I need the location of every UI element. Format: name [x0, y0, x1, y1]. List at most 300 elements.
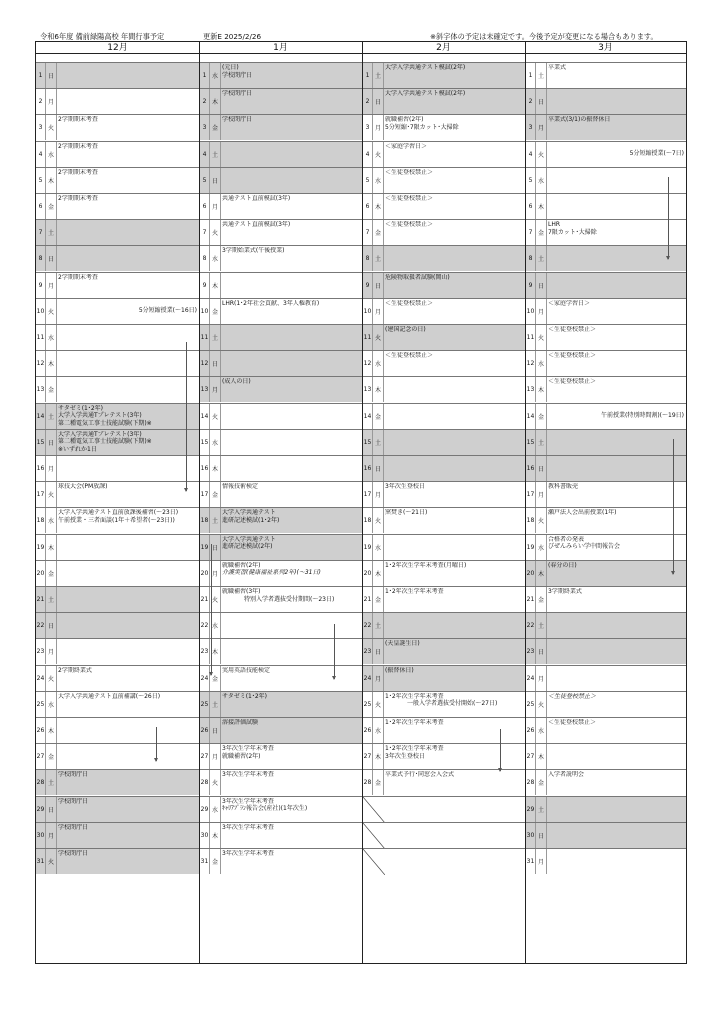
event-text: 学校閉庁日 — [58, 771, 89, 779]
weekday: 土 — [210, 692, 221, 717]
day-row — [363, 62, 525, 88]
event-text: ＜生徒登校禁止＞ — [548, 378, 597, 386]
day-row — [526, 822, 686, 848]
column-divider — [525, 42, 526, 963]
weekday: 月 — [536, 482, 547, 507]
day-events — [222, 850, 360, 858]
day-number: 20 — [36, 561, 46, 586]
day-events — [58, 169, 197, 177]
weekday: 木 — [210, 639, 221, 664]
weekday: 木 — [210, 89, 221, 114]
day-number: 30 — [526, 823, 536, 848]
weekday: 金 — [210, 299, 221, 324]
event-text: 2学期期末考査 — [58, 273, 98, 281]
day-number: 3 — [363, 115, 373, 140]
weekday: 木 — [373, 377, 384, 402]
weekday: 土 — [373, 430, 384, 455]
day-row — [200, 481, 362, 507]
day-number: 19 — [36, 535, 46, 560]
day-row — [363, 560, 525, 586]
weekday: 火 — [373, 142, 384, 167]
event-text: 特別入学者選抜受付期間(～23日) — [244, 595, 335, 603]
day-number: 15 — [200, 430, 210, 455]
day-number: 24 — [526, 666, 536, 691]
day-row — [200, 507, 362, 533]
event-text: サタゼミ(1･2年) — [58, 404, 104, 412]
day-row — [363, 691, 525, 717]
weekday: 木 — [536, 377, 547, 402]
updated-date: 更新E 2025/2/26 — [203, 32, 262, 41]
event-text: 午前授業・三者面談(1年＋希望者(～23日)) — [58, 516, 175, 524]
event-text: ＜生徒登校禁止＞ — [548, 692, 597, 700]
weekday: 木 — [536, 194, 547, 219]
weekday: 日 — [210, 718, 221, 743]
day-number: 2 — [526, 89, 536, 114]
day-row — [36, 586, 199, 612]
day-row — [363, 665, 525, 691]
weekday: 土 — [536, 246, 547, 271]
day-number: 18 — [526, 508, 536, 533]
day-number: 28 — [363, 770, 373, 795]
day-row — [200, 403, 362, 429]
day-number: 27 — [363, 744, 373, 769]
weekday: 水 — [210, 613, 221, 638]
day-row — [200, 245, 362, 271]
weekday: 木 — [373, 561, 384, 586]
event-text: 3年次生学年末考査 — [222, 823, 274, 831]
event-text: ＜生徒登校禁止＞ — [385, 168, 434, 176]
day-row — [526, 429, 686, 455]
event-text: 窯焚き(～21日) — [385, 509, 428, 517]
event-text: 危険物取扱者試験(岡山) — [385, 273, 450, 281]
day-row — [200, 534, 362, 560]
day-row — [363, 376, 525, 402]
event-text: 学校閉庁日 — [58, 850, 89, 857]
day-number: 10 — [363, 299, 373, 324]
day-row — [200, 717, 362, 743]
day-row — [526, 612, 686, 638]
day-number: 26 — [363, 718, 373, 743]
weekday: 日 — [536, 456, 547, 481]
day-row — [200, 298, 362, 324]
day-row — [526, 114, 686, 140]
day-events — [385, 143, 523, 151]
day-row — [363, 167, 525, 193]
day-number: 27 — [200, 744, 210, 769]
day-row — [363, 586, 525, 612]
day-events — [222, 116, 360, 124]
day-number: 13 — [36, 377, 46, 402]
day-row — [36, 298, 199, 324]
day-row — [36, 534, 199, 560]
day-events — [222, 588, 360, 603]
day-events — [58, 693, 197, 701]
event-text: 教科書販売 — [548, 483, 579, 491]
day-number: 5 — [36, 168, 46, 193]
day-number: 18 — [36, 508, 46, 533]
event-text: 入学者説明会 — [548, 771, 585, 779]
day-events — [222, 693, 360, 701]
day-row — [200, 743, 362, 769]
blank-mark — [363, 849, 385, 875]
day-events — [385, 719, 523, 727]
day-number: 10 — [200, 299, 210, 324]
day-number: 12 — [36, 351, 46, 376]
day-number: 28 — [526, 770, 536, 795]
day-row — [526, 691, 686, 717]
day-number: 3 — [36, 115, 46, 140]
weekday: 水 — [536, 535, 547, 560]
day-number: 8 — [526, 246, 536, 271]
event-text: 2学期期末考査 — [58, 195, 98, 202]
day-row — [200, 455, 362, 481]
event-text: LHR — [548, 221, 561, 229]
day-events — [222, 667, 360, 675]
month-header: 2月 — [362, 42, 525, 54]
day-number: 1 — [526, 63, 536, 88]
event-text: 介護実習(健康福祉系列2年)(～31日) — [222, 569, 321, 577]
day-row — [526, 507, 686, 533]
event-text: 1･2年次生学年末考査 — [385, 588, 444, 595]
weekday: 木 — [46, 351, 57, 376]
day-row — [36, 796, 199, 822]
weekday: 水 — [46, 692, 57, 717]
day-events — [222, 90, 360, 98]
weekday: 火 — [536, 508, 547, 533]
weekday: 土 — [210, 142, 221, 167]
day-events — [385, 509, 523, 517]
day-number: 14 — [363, 404, 373, 429]
event-text: 3年次生登校日 — [385, 483, 425, 491]
event-text: 大学入学共通テスト直前補講(～26日) — [58, 692, 161, 700]
day-row — [526, 717, 686, 743]
weekday: 土 — [536, 430, 547, 455]
day-row — [36, 62, 199, 88]
day-number: 11 — [363, 325, 373, 350]
weekday: 日 — [46, 613, 57, 638]
event-text: (振替休日) — [385, 666, 414, 674]
day-number: 4 — [36, 142, 46, 167]
day-row — [36, 612, 199, 638]
event-text: 3年次生学年末考査 — [222, 797, 274, 805]
event-text: 3学期始業式(午後授業) — [222, 247, 285, 255]
event-text: サタゼミ(1･2年) — [222, 692, 268, 700]
day-row — [363, 350, 525, 376]
day-number: 15 — [526, 430, 536, 455]
day-row — [526, 88, 686, 114]
day-number: 31 — [36, 849, 46, 874]
period-arrow-icon — [186, 342, 187, 491]
weekday: 木 — [373, 744, 384, 769]
day-events — [58, 405, 197, 428]
day-row — [36, 481, 199, 507]
day-number: 16 — [363, 456, 373, 481]
day-number: 5 — [363, 168, 373, 193]
day-row — [36, 245, 199, 271]
day-row — [36, 560, 199, 586]
day-number: 21 — [36, 587, 46, 612]
day-events — [548, 719, 684, 727]
day-number: 17 — [526, 482, 536, 507]
day-number: 23 — [526, 639, 536, 664]
day-number: 10 — [526, 299, 536, 324]
day-row — [526, 455, 686, 481]
day-number: 29 — [526, 797, 536, 822]
day-number: 9 — [200, 273, 210, 298]
day-row — [363, 324, 525, 350]
day-number: 27 — [526, 744, 536, 769]
weekday: 木 — [46, 168, 57, 193]
day-row — [526, 376, 686, 402]
day-number: 20 — [200, 561, 210, 586]
day-number: 4 — [363, 142, 373, 167]
weekday: 金 — [373, 220, 384, 245]
weekday: 月 — [536, 299, 547, 324]
day-number: 20 — [526, 561, 536, 586]
event-text: 卒業式 — [548, 64, 567, 71]
day-number: 6 — [36, 194, 46, 219]
day-row — [36, 272, 199, 298]
day-row — [363, 141, 525, 167]
day-events — [548, 300, 684, 308]
day-number: 14 — [200, 404, 210, 429]
event-text: 7限カット･大掃除 — [548, 228, 597, 236]
weekday: 火 — [373, 508, 384, 533]
day-events — [58, 300, 197, 315]
weekday: 月 — [373, 666, 384, 691]
day-row — [363, 638, 525, 664]
weekday: 金 — [373, 770, 384, 795]
day-number: 6 — [200, 194, 210, 219]
event-text: 5分短縮授業(～7日) — [629, 150, 684, 158]
weekday: 金 — [210, 849, 221, 874]
weekday: 土 — [46, 587, 57, 612]
weekday: 水 — [536, 351, 547, 376]
day-number: 9 — [363, 273, 373, 298]
day-events — [58, 274, 197, 282]
weekday: 木 — [536, 744, 547, 769]
event-text: 実用英語技能検定 — [222, 666, 271, 674]
day-row — [363, 114, 525, 140]
day-row — [36, 665, 199, 691]
day-events — [548, 536, 684, 551]
day-number: 24 — [363, 666, 373, 691]
day-row — [36, 743, 199, 769]
weekday: 日 — [373, 273, 384, 298]
event-text: 進研記述模試(1･2年) — [222, 516, 280, 524]
day-events — [385, 221, 523, 229]
event-text: 第二種電気工事士技能試験(下期)※ — [58, 438, 152, 446]
weekday: 金 — [210, 115, 221, 140]
weekday: 火 — [373, 692, 384, 717]
day-number: 9 — [526, 273, 536, 298]
day-events — [385, 300, 523, 308]
weekday: 火 — [210, 404, 221, 429]
day-events — [548, 143, 684, 158]
weekday: 火 — [536, 692, 547, 717]
day-number: 17 — [200, 482, 210, 507]
day-number: 21 — [363, 587, 373, 612]
day-row — [36, 848, 199, 874]
day-events — [548, 771, 684, 779]
day-number: 15 — [363, 430, 373, 455]
day-events — [222, 824, 360, 832]
day-events — [58, 667, 197, 675]
weekday: 火 — [46, 482, 57, 507]
weekday: 金 — [46, 194, 57, 219]
day-events — [58, 116, 197, 124]
weekday: 水 — [373, 168, 384, 193]
day-number: 17 — [36, 482, 46, 507]
day-row — [200, 796, 362, 822]
day-row — [200, 114, 362, 140]
day-events — [385, 116, 523, 131]
day-row — [363, 403, 525, 429]
day-row — [200, 88, 362, 114]
weekday: 木 — [210, 823, 221, 848]
column-divider — [199, 42, 200, 963]
weekday: 月 — [210, 377, 221, 402]
day-number: 22 — [200, 613, 210, 638]
weekday: 木 — [46, 535, 57, 560]
day-events — [222, 195, 360, 203]
day-events — [222, 509, 360, 524]
weekday: 月 — [46, 639, 57, 664]
day-number: 7 — [200, 220, 210, 245]
day-number: 4 — [526, 142, 536, 167]
weekday: 水 — [210, 430, 221, 455]
day-number: 13 — [200, 377, 210, 402]
weekday: 月 — [373, 299, 384, 324]
day-events — [548, 483, 684, 491]
event-text: ＜生徒登校禁止＞ — [385, 299, 434, 307]
day-row — [36, 114, 199, 140]
day-number: 24 — [36, 666, 46, 691]
weekday: 水 — [536, 168, 547, 193]
day-row — [363, 455, 525, 481]
day-number: 28 — [36, 770, 46, 795]
day-number: 5 — [200, 168, 210, 193]
weekday: 土 — [210, 325, 221, 350]
day-number: 3 — [200, 115, 210, 140]
weekday: 月 — [536, 849, 547, 874]
weekday: 水 — [536, 718, 547, 743]
day-events — [385, 640, 523, 648]
day-events — [548, 509, 684, 517]
event-text: 1･2年次生学年末考査 — [385, 719, 444, 726]
weekday: 日 — [373, 639, 384, 664]
day-events — [58, 798, 197, 806]
day-row — [36, 769, 199, 795]
day-number: 22 — [36, 613, 46, 638]
day-row — [36, 507, 199, 533]
event-text: 溶接評価試験 — [222, 719, 259, 726]
day-number: 9 — [36, 273, 46, 298]
day-row — [526, 298, 686, 324]
period-arrow-icon — [673, 439, 674, 574]
day-row — [200, 691, 362, 717]
day-row — [36, 429, 199, 455]
weekday: 水 — [373, 351, 384, 376]
weekday: 水 — [210, 246, 221, 271]
weekday: 火 — [210, 587, 221, 612]
event-text: ＜生徒登校禁止＞ — [385, 221, 434, 229]
day-number: 16 — [526, 456, 536, 481]
weekday: 木 — [210, 273, 221, 298]
day-row — [200, 167, 362, 193]
day-events — [548, 693, 684, 701]
day-row — [36, 193, 199, 219]
weekday: 日 — [210, 535, 221, 560]
day-events — [58, 771, 197, 779]
day-number: 30 — [200, 823, 210, 848]
day-number: 13 — [526, 377, 536, 402]
day-number: 6 — [363, 194, 373, 219]
event-text: 卒業式予行･同窓会入会式 — [385, 771, 455, 779]
weekday: 月 — [46, 456, 57, 481]
day-row — [200, 62, 362, 88]
weekday: 金 — [536, 404, 547, 429]
day-events — [222, 64, 360, 79]
day-number: 1 — [36, 63, 46, 88]
day-row — [363, 612, 525, 638]
day-row — [200, 324, 362, 350]
weekday: 木 — [373, 194, 384, 219]
notice-text: ※斜字体の予定は未確定です。今後予定が変更になる場合もあります。 — [430, 32, 658, 41]
weekday: 金 — [536, 587, 547, 612]
day-events — [385, 352, 523, 360]
day-events — [548, 326, 684, 334]
day-row — [200, 848, 362, 874]
weekday: 火 — [210, 220, 221, 245]
document-title: 令和6年度 備前緑陽高校 年間行事予定 — [40, 32, 165, 41]
weekday: 月 — [46, 273, 57, 298]
weekday: 火 — [46, 115, 57, 140]
weekday: 水 — [373, 718, 384, 743]
day-row — [526, 272, 686, 298]
day-row — [526, 586, 686, 612]
day-row — [526, 534, 686, 560]
day-number: 21 — [200, 587, 210, 612]
day-row — [200, 612, 362, 638]
weekday: 月 — [46, 823, 57, 848]
day-row — [200, 586, 362, 612]
weekday: 日 — [210, 351, 221, 376]
month-column — [36, 62, 199, 874]
day-number: 16 — [36, 456, 46, 481]
weekday: 木 — [46, 718, 57, 743]
weekday: 月 — [210, 561, 221, 586]
day-number: 29 — [200, 797, 210, 822]
event-text: 一般入学者選抜受付開始(～27日) — [407, 700, 498, 708]
day-row — [363, 298, 525, 324]
weekday: 日 — [536, 823, 547, 848]
day-number: 20 — [363, 561, 373, 586]
weekday: 水 — [373, 535, 384, 560]
day-number: 15 — [36, 430, 46, 455]
month-header: 3月 — [525, 42, 686, 54]
day-events — [58, 431, 197, 454]
day-number: 11 — [36, 325, 46, 350]
day-number: 18 — [200, 508, 210, 533]
weekday: 火 — [536, 142, 547, 167]
event-text: ＜生徒登校禁止＞ — [548, 719, 597, 726]
day-row — [36, 691, 199, 717]
day-events — [548, 562, 684, 570]
day-events — [385, 195, 523, 203]
event-text: 情報技術検定 — [222, 483, 259, 491]
event-text: 学校閉庁日 — [58, 823, 89, 831]
